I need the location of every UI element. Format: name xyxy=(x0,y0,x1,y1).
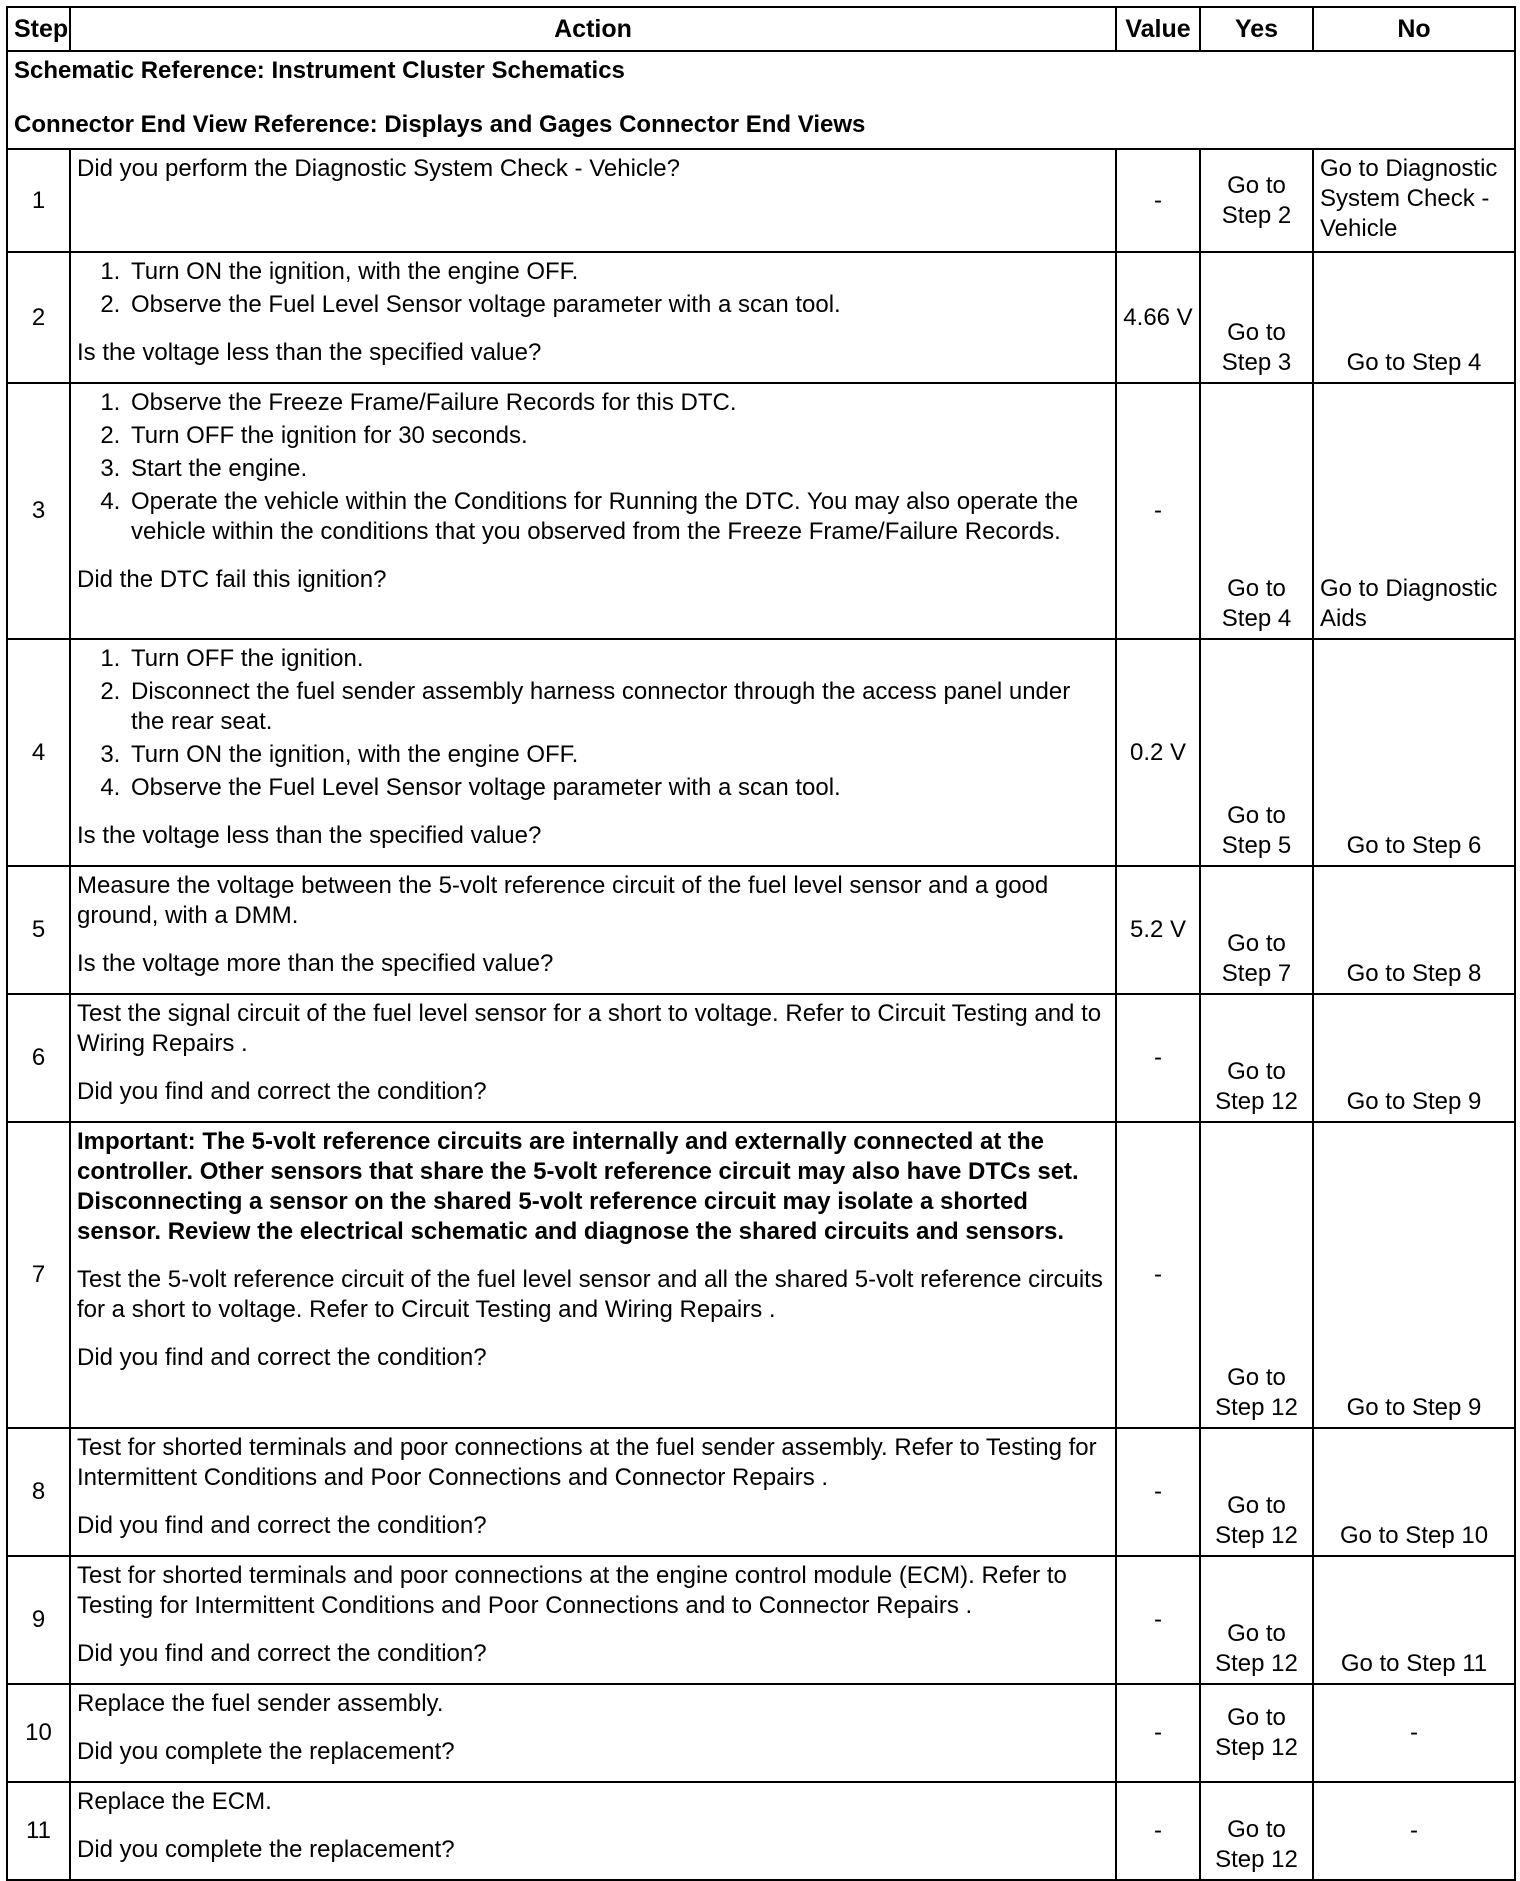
diagnostic-table xyxy=(6,6,1516,1881)
action-cell xyxy=(70,383,1116,639)
value-cell: - xyxy=(1116,383,1200,639)
reference-cell xyxy=(7,51,1515,149)
list-item: 3. Start the engine. xyxy=(127,454,1109,484)
value-cell: - xyxy=(1116,1556,1200,1684)
action-question: Did you find and correct the condition? xyxy=(77,1512,487,1539)
value-cell: - xyxy=(1116,1684,1200,1782)
step-number: 8 xyxy=(7,1428,70,1556)
table-row xyxy=(7,639,1515,866)
action-question: Did you find and correct the condition? xyxy=(77,1078,487,1105)
step-number: 10 xyxy=(7,1684,70,1782)
yes-cell: Go to Step 5 xyxy=(1200,639,1313,866)
value-cell: - xyxy=(1116,1122,1200,1428)
action-text: Test the 5-volt reference circuit of the fuel level sensor and all the shared 5-volt reference circuits for a short to voltage. Refer to Circuit Testing and Wiring Repairs . xyxy=(77,1266,1103,1323)
action-list xyxy=(77,644,1109,803)
value-cell: - xyxy=(1116,149,1200,252)
header-step: Step xyxy=(7,7,70,51)
value-cell: - xyxy=(1116,1782,1200,1880)
yes-cell: Go to Step 12 xyxy=(1200,1122,1313,1428)
step-number: 9 xyxy=(7,1556,70,1684)
no-cell: Go to Diagnostic Aids xyxy=(1313,383,1515,639)
step-number: 2 xyxy=(7,252,70,383)
list-item: 2. Observe the Fuel Level Sensor voltage parameter with a scan tool. xyxy=(127,290,1109,320)
table-row xyxy=(7,1684,1515,1782)
no-cell: Go to Step 9 xyxy=(1313,994,1515,1122)
yes-cell: Go to Step 12 xyxy=(1200,994,1313,1122)
yes-cell: Go to Step 2 xyxy=(1200,149,1313,252)
action-cell xyxy=(70,252,1116,383)
step-number: 6 xyxy=(7,994,70,1122)
action-cell xyxy=(70,149,1116,252)
important-note: Important: The 5-volt reference circuits are internally and externally connected at the controller. Other sensors that share the 5-volt reference circuit may also have DTCs set. Disconnecting a sensor on the shared 5-volt reference circuit may isolate a shorted sensor. Review the electrical schematic and diagnose the shared circuits and sensors. xyxy=(77,1128,1079,1245)
no-cell: Go to Diagnostic System Check - Vehicle xyxy=(1313,149,1515,252)
action-cell xyxy=(70,866,1116,994)
schematic-reference: Schematic Reference: Instrument Cluster Schematics xyxy=(14,57,625,84)
action-cell xyxy=(70,1122,1116,1428)
header-row xyxy=(7,7,1515,51)
table-row xyxy=(7,383,1515,639)
action-question: Is the voltage less than the specified value? xyxy=(77,339,542,366)
action-text: Replace the ECM. xyxy=(77,1788,272,1815)
list-item: 3. Turn ON the ignition, with the engine OFF. xyxy=(127,740,1109,770)
table-row xyxy=(7,1556,1515,1684)
table-row xyxy=(7,1782,1515,1880)
step-number: 3 xyxy=(7,383,70,639)
yes-cell: Go to Step 12 xyxy=(1200,1556,1313,1684)
step-number: 4 xyxy=(7,639,70,866)
action-cell xyxy=(70,1684,1116,1782)
no-cell: - xyxy=(1313,1684,1515,1782)
table-row xyxy=(7,1428,1515,1556)
reference-row xyxy=(7,51,1515,149)
step-number: 1 xyxy=(7,149,70,252)
no-cell: Go to Step 4 xyxy=(1313,252,1515,383)
action-text: Test for shorted terminals and poor connections at the engine control module (ECM). Refer to Testing for Intermittent Conditions and Poor Connections and to Connector Repairs . xyxy=(77,1562,1067,1619)
action-cell xyxy=(70,1556,1116,1684)
action-question: Did the DTC fail this ignition? xyxy=(77,566,387,593)
value-cell: - xyxy=(1116,1428,1200,1556)
table-row xyxy=(7,252,1515,383)
header-no: No xyxy=(1313,7,1515,51)
action-question: Did you find and correct the condition? xyxy=(77,1640,487,1667)
step-number: 11 xyxy=(7,1782,70,1880)
header-action: Action xyxy=(70,7,1116,51)
action-cell xyxy=(70,1428,1116,1556)
list-item: 1. Observe the Freeze Frame/Failure Records for this DTC. xyxy=(127,388,1109,418)
list-item: 1. Turn OFF the ignition. xyxy=(127,644,1109,674)
action-cell xyxy=(70,994,1116,1122)
action-text: Replace the fuel sender assembly. xyxy=(77,1690,444,1717)
action-cell xyxy=(70,639,1116,866)
table-row xyxy=(7,866,1515,994)
value-cell: 0.2 V xyxy=(1116,639,1200,866)
action-question: Did you complete the replacement? xyxy=(77,1836,455,1863)
no-cell: Go to Step 8 xyxy=(1313,866,1515,994)
value-cell: 5.2 V xyxy=(1116,866,1200,994)
table-row xyxy=(7,1122,1515,1428)
value-cell: 4.66 V xyxy=(1116,252,1200,383)
action-text: Measure the voltage between the 5-volt reference circuit of the fuel level sensor and a good ground, with a DMM. xyxy=(77,872,1049,929)
action-cell xyxy=(70,1782,1116,1880)
yes-cell: Go to Step 3 xyxy=(1200,252,1313,383)
yes-cell: Go to Step 12 xyxy=(1200,1782,1313,1880)
yes-cell: Go to Step 4 xyxy=(1200,383,1313,639)
yes-cell: Go to Step 12 xyxy=(1200,1428,1313,1556)
action-question: Did you find and correct the condition? xyxy=(77,1344,487,1371)
action-text: Did you perform the Diagnostic System Check - Vehicle? xyxy=(77,155,680,182)
no-cell: Go to Step 9 xyxy=(1313,1122,1515,1428)
no-cell: Go to Step 6 xyxy=(1313,639,1515,866)
header-value: Value xyxy=(1116,7,1200,51)
no-cell: Go to Step 11 xyxy=(1313,1556,1515,1684)
list-item: 4. Operate the vehicle within the Conditions for Running the DTC. You may also operate the vehicle within the conditions that you observed from the Freeze Frame/Failure Records. xyxy=(127,487,1109,547)
list-item: 1. Turn ON the ignition, with the engine OFF. xyxy=(127,257,1109,287)
yes-cell: Go to Step 12 xyxy=(1200,1684,1313,1782)
list-item: 4. Observe the Fuel Level Sensor voltage parameter with a scan tool. xyxy=(127,773,1109,803)
list-item: 2. Turn OFF the ignition for 30 seconds. xyxy=(127,421,1109,451)
connector-reference: Connector End View Reference: Displays and Gages Connector End Views xyxy=(14,111,866,138)
action-text: Test the signal circuit of the fuel level sensor for a short to voltage. Refer to Circuit Testing and to Wiring Repairs . xyxy=(77,1000,1102,1057)
value-cell: - xyxy=(1116,994,1200,1122)
header-yes: Yes xyxy=(1200,7,1313,51)
action-question: Did you complete the replacement? xyxy=(77,1738,455,1765)
table-row xyxy=(7,149,1515,252)
action-question: Is the voltage less than the specified value? xyxy=(77,822,542,849)
action-text: Test for shorted terminals and poor connections at the fuel sender assembly. Refer to Testing for Intermittent Conditions and Poor Connections and Connector Repairs . xyxy=(77,1434,1097,1491)
no-cell: - xyxy=(1313,1782,1515,1880)
action-list xyxy=(77,257,1109,320)
table-row xyxy=(7,994,1515,1122)
step-number: 5 xyxy=(7,866,70,994)
no-cell: Go to Step 10 xyxy=(1313,1428,1515,1556)
yes-cell: Go to Step 7 xyxy=(1200,866,1313,994)
action-list xyxy=(77,388,1109,547)
action-question: Is the voltage more than the specified value? xyxy=(77,950,554,977)
step-number: 7 xyxy=(7,1122,70,1428)
list-item: 2. Disconnect the fuel sender assembly harness connector through the access panel under the rear seat. xyxy=(127,677,1109,737)
